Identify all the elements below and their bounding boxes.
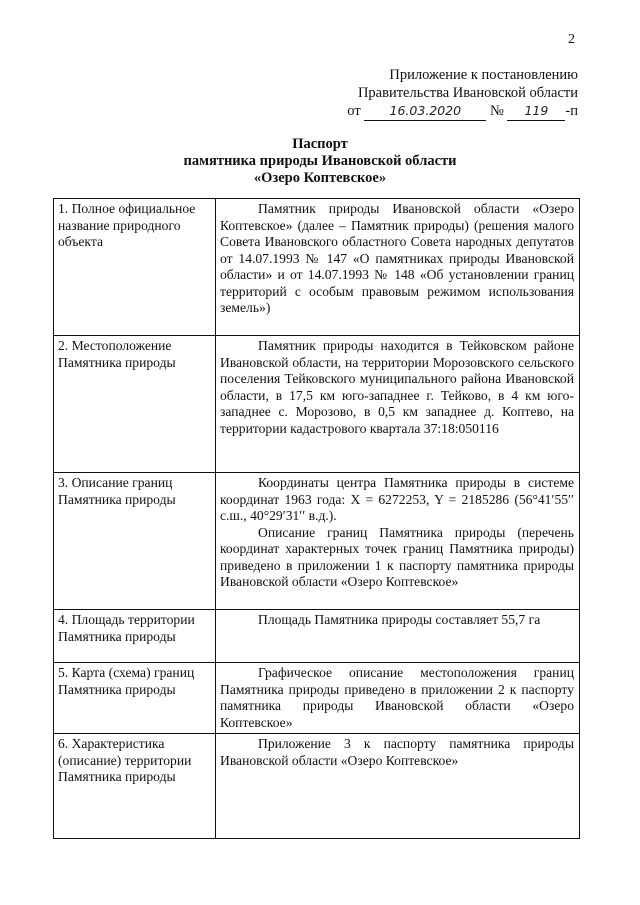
- table-row: [54, 336, 580, 473]
- row-label-official-name: 1. Полное официальное название природного объекта: [54, 199, 216, 336]
- decree-date-number-line: [347, 102, 578, 121]
- page-number: 2: [568, 32, 575, 47]
- title-line-1: Паспорт: [292, 136, 348, 152]
- table-row: [54, 610, 580, 663]
- number-prefix: №: [489, 103, 504, 119]
- paragraph: Координаты центра Памятника природы в системе координат 1963 года: X = 6272253, Y = 2185286 (56°41′55′′ с.ш., 40°29′31′′ в.д.).: [220, 475, 574, 523]
- table-row: [54, 663, 580, 734]
- paragraph: Площадь Памятника природы составляет 55,7 га: [258, 612, 541, 627]
- paragraph: Памятник природы Ивановской области «Озеро Коптевское» (далее – Памятник природы) (решения малого Совета Ивановского областного Совета народных депутатов от 14.07.1993 № 147 «О памятниках природы Ивановской области» и от 14.07.1993 № 148 «Об установлении границ территорий с особым правовым режимом использования земель»): [220, 201, 574, 315]
- row-label-location: 2. Местоположение Памятника природы: [54, 336, 216, 473]
- table-row: [54, 734, 580, 839]
- paragraph: Приложение 3 к паспорту памятника природы Ивановской области «Озеро Коптевское»: [220, 736, 574, 768]
- row-text-map: [216, 663, 580, 734]
- row-label-characteristics: 6. Характеристика (описание) территории Памятника природы: [54, 734, 216, 839]
- number-suffix: -п: [565, 103, 578, 119]
- handwritten-number: 119: [507, 102, 565, 121]
- row-text-location: [216, 336, 580, 473]
- row-text-official-name: [216, 199, 580, 336]
- title-line-2: памятника природы Ивановской области: [183, 153, 457, 169]
- handwritten-date: 16.03.2020: [364, 102, 486, 121]
- document-title: [0, 136, 640, 187]
- table-row: [54, 199, 580, 336]
- table-row: [54, 473, 580, 610]
- paragraph: Графическое описание местоположения границ Памятника природы приведено в приложении 2 к паспорту памятника природы Ивановской области «Озеро Коптевское»: [220, 665, 574, 730]
- row-label-map: 5. Карта (схема) границ Памятника природы: [54, 663, 216, 734]
- row-label-boundaries: 3. Описание границ Памятника природы: [54, 473, 216, 610]
- row-text-characteristics: [216, 734, 580, 839]
- decree-line-2: Правительства Ивановской области: [357, 85, 578, 101]
- decree-reference: [347, 66, 578, 121]
- passport-table: [53, 198, 580, 839]
- paragraph: Описание границ Памятника природы (перечень координат характерных точек границ Памятника природы) приведено в приложении 1 к паспорту памятника природы Ивановской области «Озеро Коптевское»: [220, 524, 574, 589]
- title-line-3: «Озеро Коптевское»: [253, 170, 387, 186]
- paragraph: Памятник природы находится в Тейковском районе Ивановской области, на территории Морозовского сельского поселения Тейковского муниципального района Ивановской области, в 17,5 км юго-западнее г. Тейково, в 4 км юго-западнее с. Морозово, в 0,5 км западнее д. Коптево, на территории кадастрового квартала 37:18:050116: [220, 338, 574, 436]
- date-prefix: от: [347, 103, 361, 119]
- row-text-boundaries: [216, 473, 580, 610]
- decree-line-1: Приложение к постановлению: [389, 67, 578, 83]
- row-text-area: [216, 610, 580, 663]
- row-label-area: 4. Площадь территории Памятника природы: [54, 610, 216, 663]
